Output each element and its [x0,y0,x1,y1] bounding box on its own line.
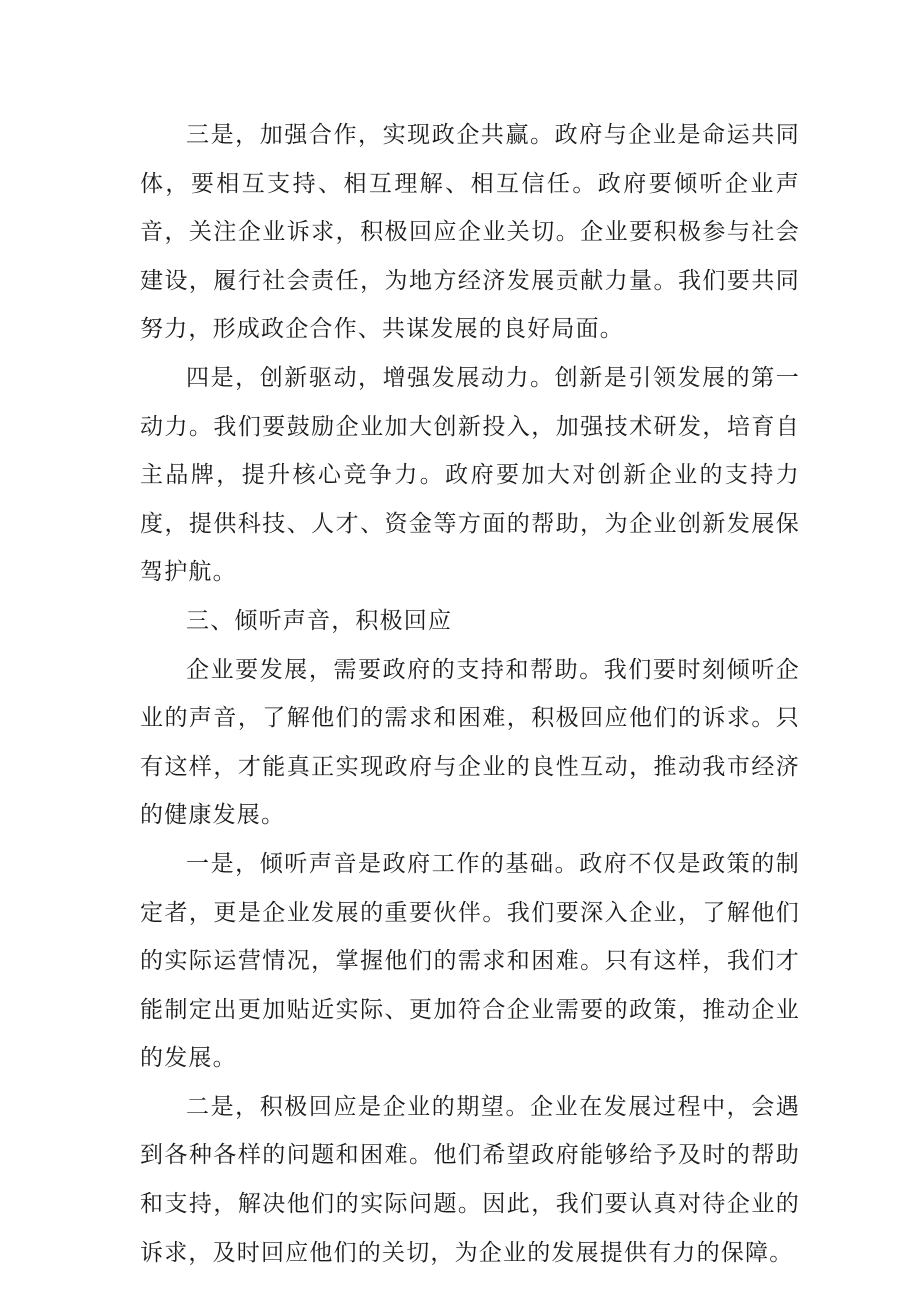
paragraph-enterprise-development: 企业要发展，需要政府的支持和帮助。我们要时刻倾听企业的声音，了解他们的需求和困难，积极回应他们的诉求。只有这样，才能真正实现政府与企业的良性互动，推动我市经济的健康发展。 [140,656,800,829]
section-heading-listen-respond: 三、倾听声音，积极回应 [186,607,453,634]
paragraph-cooperation: 三是，加强合作，实现政企共赢。政府与企业是命运共同体，要相互支持、相互理解、相互信任。政府要倾听企业声音，关注企业诉求，积极回应企业关切。企业要积极参与社会建设，履行社会责任，为地方经济发展贡献力量。我们要共同努力，形成政企合作、共谋发展的良好局面。 [140,122,800,343]
paragraph-innovation: 四是，创新驱动，增强发展动力。创新是引领发展的第一动力。我们要鼓励企业加大创新投入，加强技术研发，培育自主品牌，提升核心竞争力。政府要加大对创新企业的支持力度，提供科技、人才、资金等方面的帮助，为企业创新发展保驾护航。 [140,364,800,586]
paragraph-listening-foundation: 一是，倾听声音是政府工作的基础。政府不仅是政策的制定者，更是企业发展的重要伙伴。我们要深入企业，了解他们的实际运营情况，掌握他们的需求和困难。只有这样，我们才能制定出更加贴近实际、更加符合企业需要的政策，推动企业的发展。 [140,850,800,1072]
document-body [140,111,800,1277]
paragraph-active-response: 二是，积极回应是企业的期望。企业在发展过程中，会遇到各种各样的问题和困难。他们希望政府能够给予及时的帮助和支持，解决他们的实际问题。因此，我们要认真对待企业的诉求，及时回应他们的关切，为企业的发展提供有力的保障。 [140,1093,800,1266]
